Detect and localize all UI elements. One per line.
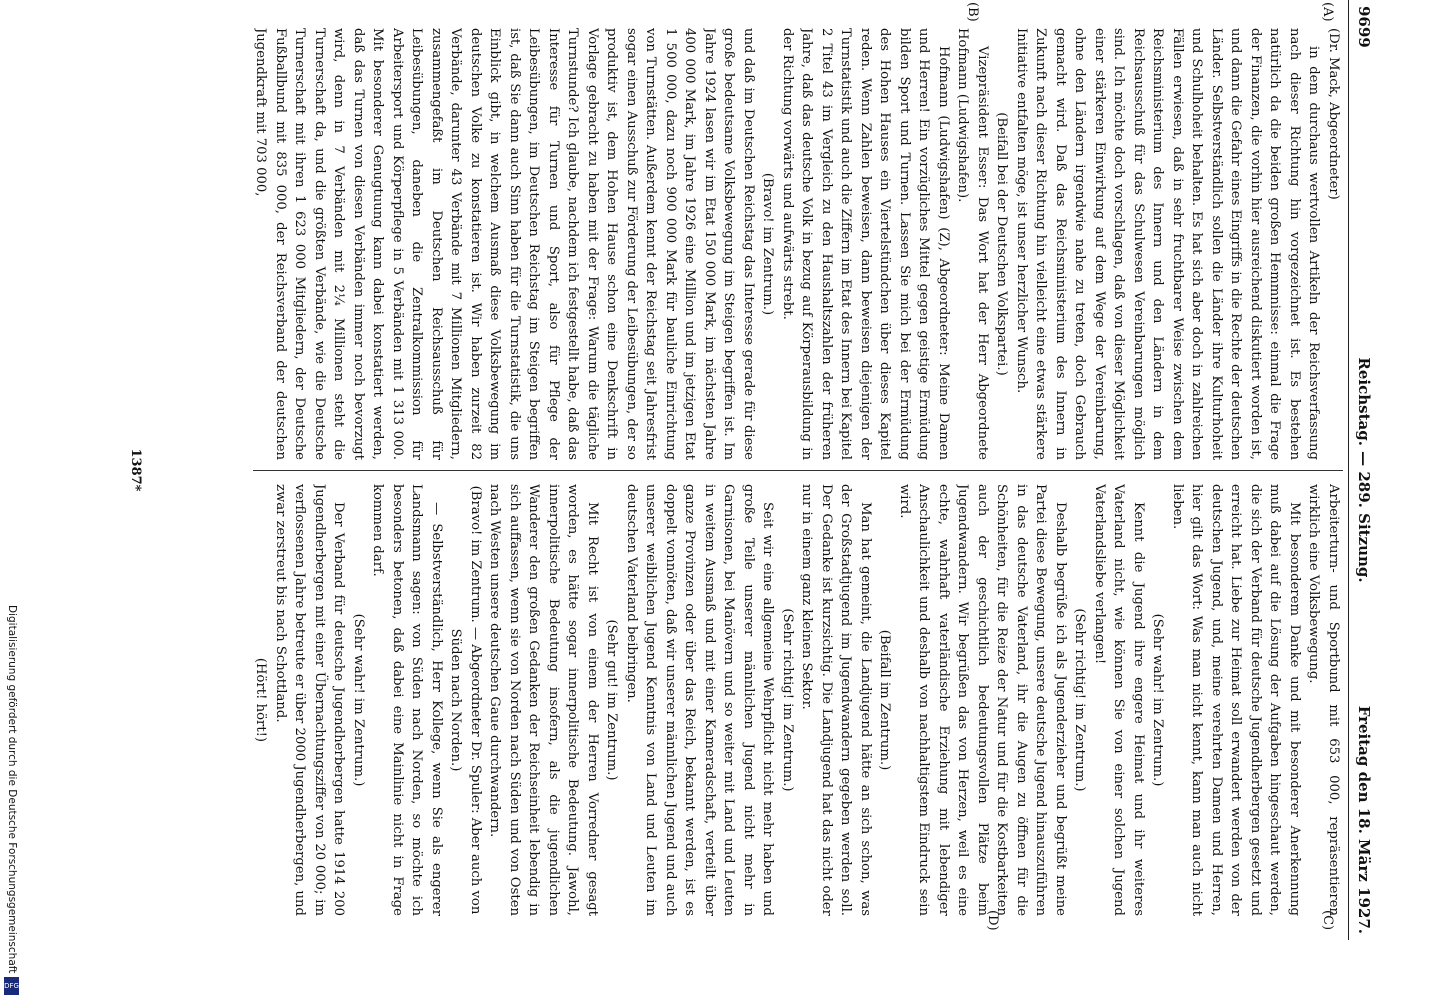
right-column-paragraph: Kennt die Jugend ihre engere Heimat und ihr weiteres Vaterland nicht, wie können Sie von einer solchen Jugend Vaterlandsliebe verlangen! <box>1092 484 1146 916</box>
right-column-paragraph: Mit Recht ist von einem der Herren Vorredner gesagt worden, es hätte sogar innerpolitische Bedeutung. Jawohl, innerpolitische Bedeutung insofern, als die jugendlichen Wanderer den großen Gedanken der Reichseinheit lebendig in sich auffassen, wenn sie von Norden nach Süden und von Osten nach Westen unsere deutschen Gaue durchwandern. <box>487 484 600 916</box>
left-column-paragraph: und daß im Deutschen Reichstag das Interesse gerade für diese große bedeutsame Volksbewegung im Steigen begriffen ist. Im Jahre 1924 lasen wir im Etat 150 000 Mark, im nächsten Jahre 400 000 Mark, im Jahre 1926 eine Million und im jetzigen Etat 1 500 000, dazu noch 900 000 Mark für bauliche Einrichtung von Turnstätten. Außerdem kennt der Reichstag seit Jahresfrist sogar einen Ausschuß zur Förderung der Leibesübungen, der so produktiv ist, dem Hohen Hause schon eine Denkschrift in Vorlage gebracht zu haben mit der Frage: Warum die tägliche Turnstunde? Ich glaube, nachdem ich festgestellt habe, daß das Interesse für Turnen und Sport, also für Pflege der Leibesübungen, im Deutschen Reichstag im Steigen begriffen ist, daß Sie dann auch Sinn haben für die Turnstatistik, die uns Einblick gibt, in welchem Ausmaß diese Volksbewegung im deutschen Volke zu konstatieren ist. Wir haben zurzeit 82 Verbände, darunter 43 Verbände mit 7 Millionen Mitgliedern, zusammengefaßt im Deutschen Reichsausschuß für Leibesübungen, daneben die Zentralkommission für Arbeitersport und Körperpflege in 5 Verbänden mit 1 313 000. Mit besonderer Genugtuung kann dabei konstatiert werden, daß das Turnen von diesen Verbänden immer noch bevorzugt wird, denn in 7 Verbänden mit 2¼ Millionen steht die Turnerschaft da, und die größten Verbände, wie die Deutsche Turnerschaft mit ihren 1 623 000 Mitgliedern, der Deutsche Fußballbund mit 835 000, der Reichsverband der deutschen Jugendkraft mit 703 000, <box>253 28 756 460</box>
right-column-paragraph: (Hört! hört!) <box>253 657 269 743</box>
left-column-paragraph: (Dr. Mack, Abgeordneter) <box>1326 28 1341 200</box>
right-column-paragraph: — Selbstverständlich, Herr Kollege, wenn Sie als engerer Landsmann sagen: von Süden nach Norden, so möchte ich besonders betonen, daß dabei eine Mainlinie nicht in Frage kommen darf. <box>370 484 444 916</box>
margin-mark-d: (D) <box>985 910 1000 931</box>
right-column-paragraph: (Sehr wahr! im Zentrum.) <box>1150 613 1166 787</box>
right-column <box>123 484 1343 916</box>
margin-mark-c: (C) <box>1320 910 1335 931</box>
left-column-paragraph: Vizepräsident Esser: Das Wort hat der Herr Abgeordnete Hofmann (Ludwigshafen). <box>955 28 990 460</box>
right-column-paragraph: Deshalb begrüße ich als Jugenderzieher und begrüßt meine Partei diese Bewegung, unsere deutsche Jugend hinauszuführen in das deutsche Vaterland, ihr die Augen zu öffnen für die Schönheiten, für die Reize der Natur und für die Kostbarkeiten auch der geschichtlich bedeutungsvollen Plätze beim Jugendwandern. Wir begrüßen das von Herzen, weil es eine echte, wahrhaft vaterländische Erziehung mit lebendiger Anschaulichkeit und deshalb von nachhaltigstem Eindruck sein wird. <box>897 484 1068 916</box>
right-column-paragraph: Arbeiterturn- und Sportbund mit 653 000, repräsentieren wirklich eine Volksbewegung. <box>1306 484 1341 916</box>
rotated-document-page <box>115 0 1375 940</box>
right-column-paragraph: Mit besonderem Danke und mit besonderer Anerkennung muß dabei auf die Lösung der Aufgaben hingeschaut werden, die sich der Verband für deutsche Jugendherbergen gesetzt und erreicht hat. Liebe zur Heimat soll erwandert werden von der deutschen Jugend, und, meine verehrten Damen und Herren, hier gilt das Wort: Was man nicht kennt, kann man auch nicht lieben. <box>1170 484 1302 916</box>
page-footer: 1387* <box>128 448 143 492</box>
right-column-paragraph: (Beifall im Zentrum.) <box>877 629 893 771</box>
right-column-paragraph: Der Verband für deutsche Jugendherbergen hatte 1914 200 Jugendherbergen mit einer Übernachtungsziffer von 20 000; im verflossenen Jahre betreute er über 2000 Jugendherbergen, und zwar zerstreut bis nach Schottland. <box>273 484 347 916</box>
left-column <box>123 28 1343 460</box>
header-title: Reichstag. — 289. Sitzung. <box>1355 357 1373 583</box>
margin-mark-b: (B) <box>965 2 980 22</box>
dfg-logo: DFG <box>4 977 19 995</box>
credit-text: Digitalisierung gefördert durch die Deutsche Forschungsgemeinschaft <box>6 605 18 974</box>
right-column-paragraph: Man hat gemeint, die Landjugend hätte an sich schon, was der Großstadtjugend im Jugendwandern gegeben werden soll. Der Gedanke ist kurzsichtig. Die Landjugend hat das nicht oder nur in einem ganz kleinen Sektor. <box>799 484 873 916</box>
right-column-paragraph: (Sehr gut! im Zentrum.) <box>604 619 620 781</box>
right-column-paragraph: (Sehr richtig! im Zentrum.) <box>1072 608 1088 792</box>
left-column-paragraph: in dem durchaus wertvollen Artikeln der Reichsverfassung nach dieser Richtung hin vorgezeichnet ist. Es bestehen natürlich da die beiden großen Hemmnisse: einmal die Frage der Finanzen, die vorhin hier ausreichend diskutiert worden ist, und dann die Gefahr eines Eingriffs in die Rechte der deutschen Länder. Selbstverständlich sollen die Länder ihre Kulturhoheit und Schulhoheit behalten. Es hat sich aber doch in zahlreichen Fällen erwiesen, daß in sehr fruchtbarer Weise zwischen dem Reichsministerium des Innern und den Ländern in dem Reichsausschuß für das Schulwesen Vereinbarungen möglich sind. Ich möchte doch vorschlagen, daß von dieser Möglichkeit einer stärkeren Einwirkung auf dem Wege der Vereinbarung, ohne den Ländern irgendwie nahe zu treten, doch Gebrauch gemacht wird. Daß das Reichsministerium des Innern in Zukunft nach dieser Richtung hin vielleicht eine etwas stärkere Initiative entfalten möge, ist unser herzlicher Wunsch. <box>1014 28 1322 460</box>
margin-mark-a: (A) <box>1320 2 1335 22</box>
right-column-paragraph: (Bravo! im Zentrum. — Abgeordneter Dr. Spuler: Aber auch von Süden nach Norden.) <box>448 485 483 915</box>
left-column-paragraph: Hofmann (Ludwigshafen) (Z), Abgeordneter: Meine Damen und Herren! Ein vorzügliches Mittel gegen geistige Ermüdung bilden Sport und Turnen. Lassen Sie mich bei der Ermüdung des Hohen Hauses ein Viertelstündchen über dieses Kapitel reden. Wenn Zahlen beweisen, dann beweisen diejenigen der Turnstatistik und auch die Ziffern im Etat des Innern bei Kapitel 2 Titel 43 im Vergleich zu den Haushaltszahlen der früheren Jahre, daß das deutsche Volk in bezug auf Körperausbildung in der Richtung vorwärts und aufwärts strebt. <box>780 28 951 460</box>
left-column-paragraph: (Beifall bei der Deutschen Volkspartei.) <box>994 112 1010 376</box>
header-date: Freitag den 18. März 1927. <box>1355 705 1373 934</box>
right-column-paragraph: Seit wir eine allgemeine Wehrpflicht nicht mehr haben und große Teile unserer männlichen Jugend nicht mehr in Garnisonen, bei Manövern und so weiter mit Land und Leuten in weitem Ausmaß und mit einer Kameradschaft, verteilt über ganze Provinzen oder über das Reich, bekannt werden, ist es doppelt vonnöten, daß wir unserer männlichen Jugend und auch unserer weiblichen Jugend Kenntnis von Land und Leuten im deutschen Vaterland beibringen. <box>624 484 776 916</box>
right-column-paragraph: (Sehr richtig! im Zentrum.) <box>780 608 795 792</box>
page-number: 9699 <box>1355 6 1373 48</box>
right-column-paragraph: (Sehr wahr! im Zentrum.) <box>351 613 366 787</box>
column-divider <box>253 470 1343 471</box>
left-column-paragraph: (Bravo! im Zentrum.) <box>760 172 776 316</box>
digitization-credit <box>4 605 20 995</box>
page-header <box>1348 0 1375 940</box>
